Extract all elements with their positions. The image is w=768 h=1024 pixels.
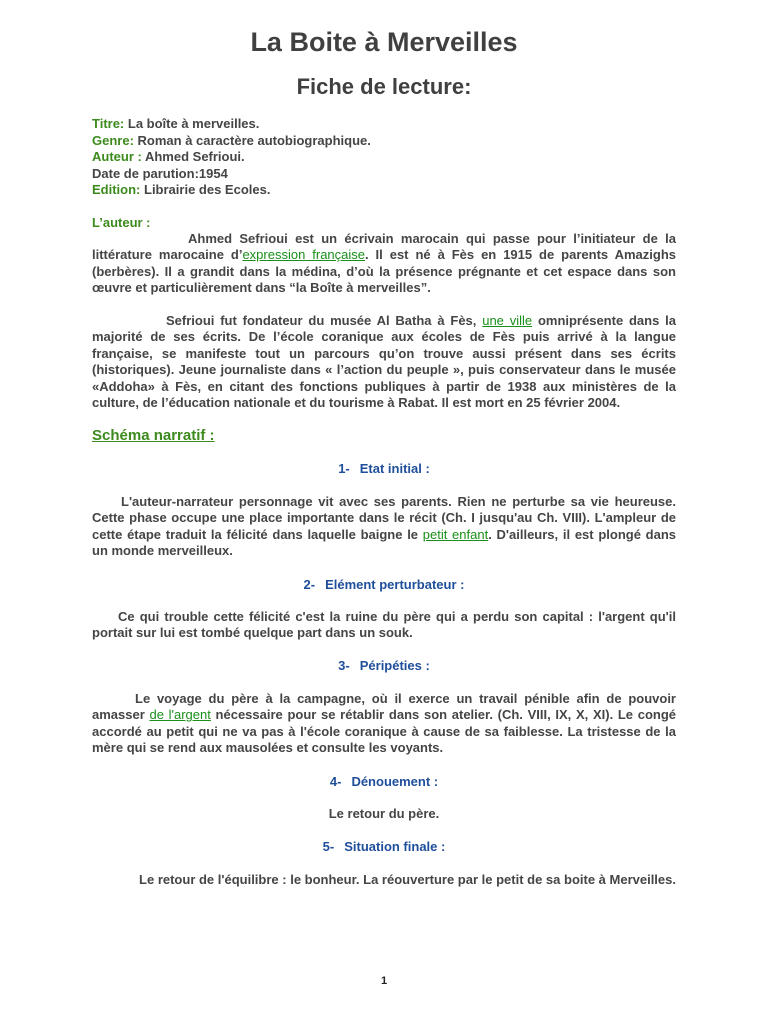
step-2-text: Ce qui trouble cette félicité c'est la ruine du père qui a perdu son capital : l'argent qu'il portait sur lui est tombé quelque part dans un souk. [92, 609, 676, 641]
step-3-text: Le voyage du père à la campagne, où il exerce un travail pénible afin de pouvoir amasser de l'argent nécessaire pour se rétablir dans son atelier. (Ch. VIII, IX, X, XI). Le congé accordé au petit qui ne va pas à l'école coranique à cause de sa faiblesse. La tristesse de la mère qui se rend aux mausolées et consulte les voyants. [92, 691, 677, 756]
meta-date: Date de parution:1954 [92, 165, 228, 181]
step-4-text: Le retour du père. [328, 806, 440, 821]
meta-genre: Genre: Roman à caractère autobiographique. [92, 132, 371, 148]
step-4-heading: 4- Dénouement : [329, 774, 439, 789]
link-petit-enfant[interactable]: petit enfant [422, 526, 489, 542]
step-3-heading: 3- Péripéties : [338, 658, 430, 673]
meta-title: Titre: La boîte à merveilles. [92, 116, 260, 131]
section-schema-heading: Schéma narratif : [92, 427, 215, 444]
section-author-heading: L’auteur : [92, 215, 151, 230]
meta-edition: Edition: Librairie des Ecoles. [92, 182, 271, 197]
step-1-text: L'auteur-narrateur personnage vit avec ses parents. Rien ne perturbe sa vie heureuse. Cette phase occupe une place importante dans le récit (Ch. I jusqu'au Ch. VIII). L'ampleur de cette étape traduit la félicité dans laquelle baigne le petit enfant. D'ailleurs, il est plongé dans un monde merveilleux. [92, 494, 676, 559]
document-title: La Boite à Merveilles [250, 27, 518, 57]
author-paragraph-2: Sefrioui fut fondateur du musée Al Batha à Fès, une ville omniprésente dans la majorité de ses écrits. De l’école coranique aux écoles de Fès puis arrivé à la langue française, se manifeste tout un parcours qu’on trouve aussi présent dans ses écrits (historiques). Jeune journaliste dans « l’action du peuple », puis conservateur dans le musée «Addoha» à Fès, en citant des fonctions publiques à partir de 1938 aux ministères de la culture, de l’éducation nationale et du tourisme à Rabat. Il est mort en 25 février 2004. [92, 313, 676, 411]
step-1-heading: 1- Etat initial : [338, 461, 430, 476]
document-subtitle: Fiche de lecture: [296, 74, 472, 99]
step-2-heading: 2- Elément perturbateur : [303, 577, 465, 592]
link-une-ville[interactable]: une ville [482, 313, 533, 328]
link-expression-francaise[interactable]: expression française [242, 247, 365, 263]
page-number: 1 [380, 975, 388, 987]
step-5-heading: 5- Situation finale : [322, 839, 446, 854]
step-5-text: Le retour de l'équilibre : le bonheur. La réouverture par le petit de sa boite à Merveilles. [139, 872, 676, 887]
author-paragraph-1: Ahmed Sefrioui est un écrivain marocain qui passe pour l’initiateur de la littérature marocaine d’expression française. Il est né à Fès en 1915 de parents Amazighs (berbères). Il a grandit dans la médina, d’où la présence prégnante et cet espace dans son œuvre et particulièrement dans “la Boîte à merveilles”. [92, 231, 676, 296]
meta-author: Auteur : Ahmed Sefrioui. [92, 149, 245, 164]
link-de-l-argent[interactable]: de l'argent [149, 707, 211, 723]
book-info [92, 116, 371, 199]
